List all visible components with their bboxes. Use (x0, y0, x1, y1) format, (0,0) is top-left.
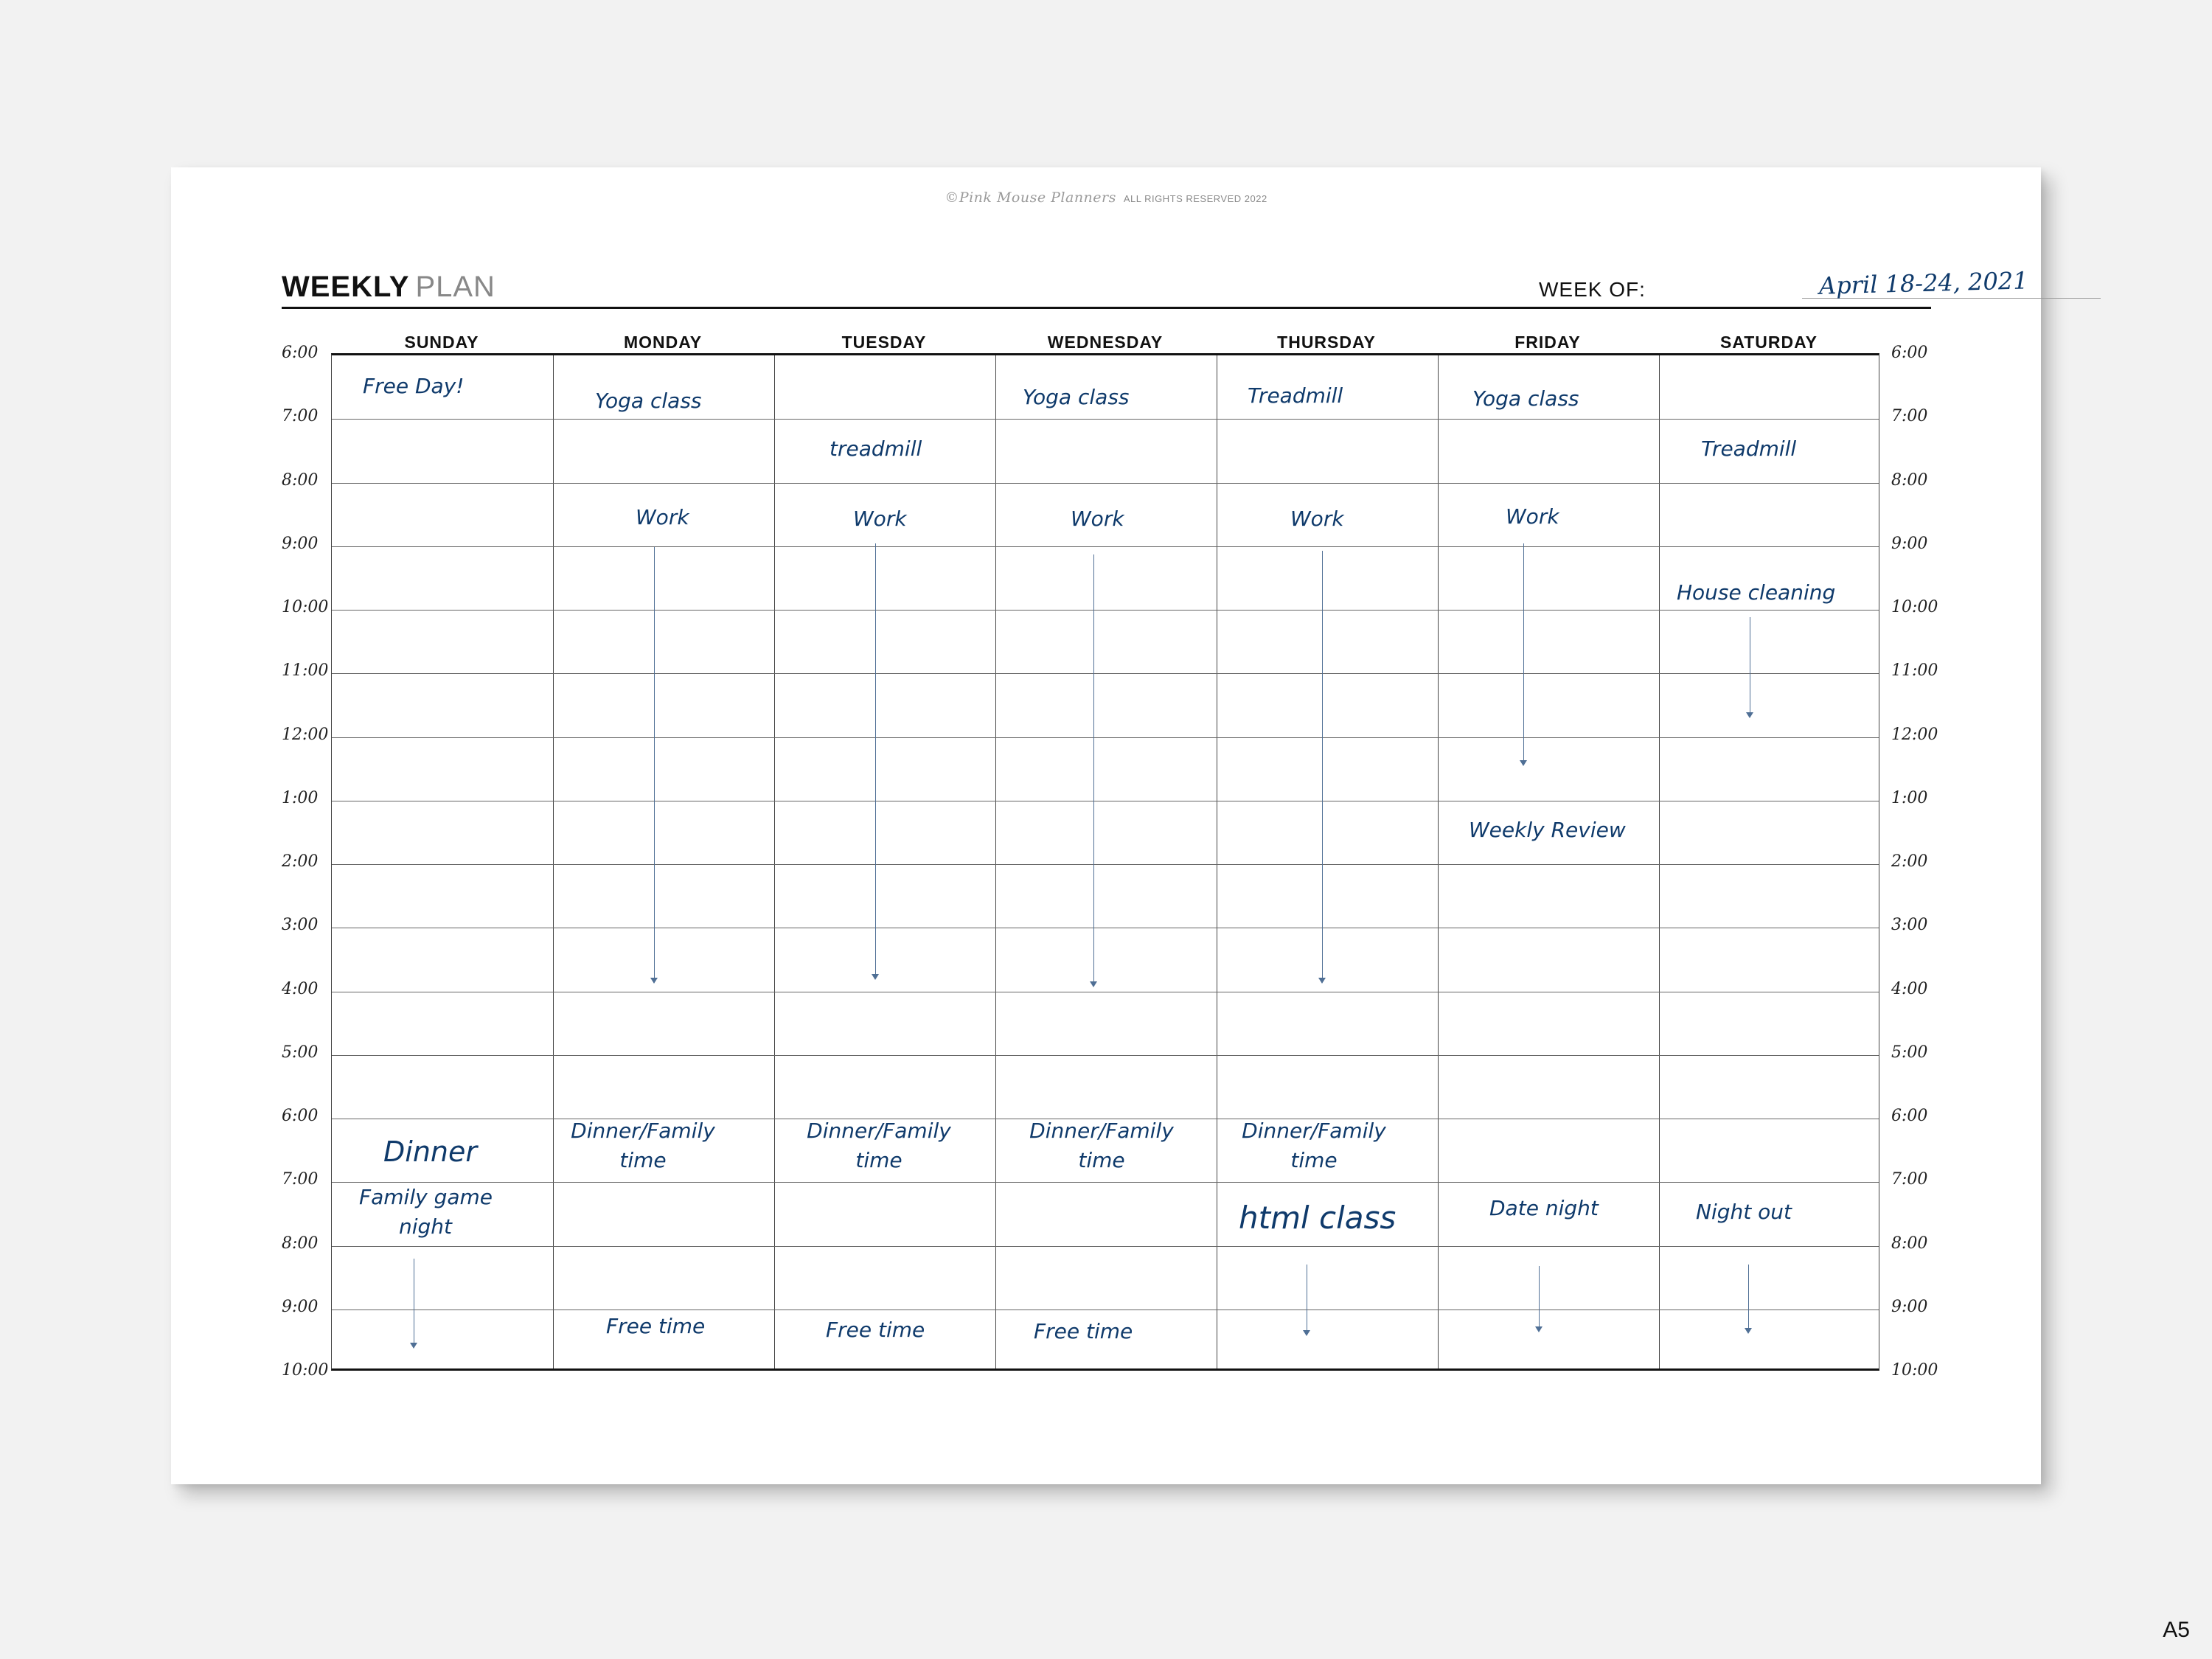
hour-line (332, 737, 1879, 738)
planner-sheet (171, 167, 2041, 1484)
note-wednesday-yoga: Yoga class (1023, 385, 1130, 409)
column-divider (553, 355, 554, 1368)
time-label-right: 9:00 (1891, 1297, 1928, 1316)
note-tuesday-dinner-line1: Dinner/Family (807, 1119, 951, 1143)
note-thursday-treadmill: Treadmill (1248, 383, 1343, 408)
arrow-thursday-work (1322, 551, 1323, 982)
day-header-saturday: SATURDAY (1720, 333, 1818, 352)
title-rule (282, 307, 1931, 309)
hour-line (332, 864, 1879, 865)
time-label-right: 12:00 (1891, 725, 1938, 744)
note-wednesday-dinner-line1: Dinner/Family (1029, 1119, 1174, 1143)
note-tuesday-treadmill: treadmill (830, 437, 922, 461)
note-saturday-cleaning: House cleaning (1677, 580, 1836, 605)
hour-line (332, 1055, 1879, 1056)
time-label-left: 8:00 (282, 470, 319, 490)
arrow-tuesday-work (875, 543, 876, 978)
note-sunday-game-line1: Family game (359, 1185, 493, 1209)
hour-line (332, 483, 1879, 484)
note-thursday-html: html class (1239, 1200, 1397, 1236)
time-label-left: 10:00 (282, 1361, 329, 1380)
hour-line (332, 610, 1879, 611)
note-monday-work: Work (636, 505, 689, 529)
time-label-left: 5:00 (282, 1043, 319, 1062)
time-label-left: 8:00 (282, 1234, 319, 1253)
schedule-grid (331, 353, 1879, 1371)
note-thursday-dinner-line2: time (1290, 1148, 1338, 1172)
arrow-monday-work (654, 547, 655, 982)
note-friday-date: Date night (1489, 1196, 1599, 1220)
note-sunday-dinner: Dinner (383, 1135, 477, 1168)
arrow-friday-work (1523, 543, 1524, 765)
day-header-tuesday: TUESDAY (841, 333, 927, 352)
page-title (282, 271, 495, 304)
time-label-left: 9:00 (282, 534, 319, 553)
time-label-left: 2:00 (282, 852, 319, 871)
note-wednesday-dinner-line2: time (1078, 1148, 1125, 1172)
time-label-right: 10:00 (1891, 1361, 1938, 1380)
time-label-right: 10:00 (1891, 598, 1938, 616)
note-wednesday-free: Free time (1034, 1319, 1133, 1343)
column-divider (995, 355, 996, 1368)
time-label-left: 12:00 (282, 725, 329, 744)
time-label-left: 3:00 (282, 916, 319, 935)
time-label-right: 7:00 (1891, 407, 1928, 426)
hour-line (332, 546, 1879, 547)
note-saturday-treadmill: Treadmill (1701, 437, 1797, 461)
time-label-left: 4:00 (282, 979, 319, 998)
arrow-saturday-night (1748, 1265, 1749, 1332)
time-label-right: 6:00 (1891, 1107, 1928, 1125)
note-sunday-free-day: Free Day! (363, 374, 465, 398)
note-friday-work: Work (1506, 504, 1559, 529)
note-tuesday-work: Work (853, 507, 907, 531)
note-wednesday-work: Work (1071, 507, 1124, 531)
column-divider (1659, 355, 1660, 1368)
hour-line (332, 1246, 1879, 1247)
note-tuesday-dinner-line2: time (855, 1148, 902, 1172)
hour-line (332, 419, 1879, 420)
arrow-wednesday-work (1093, 554, 1094, 986)
week-of-label: WEEK OF: (1539, 278, 1646, 301)
time-label-left: 9:00 (282, 1297, 319, 1316)
size-tag: A5 (2163, 1618, 2190, 1642)
day-header-monday: MONDAY (623, 333, 703, 352)
time-label-right: 11:00 (1891, 661, 1938, 681)
brand-logo: ©Pink Mouse Planners (945, 189, 1116, 206)
hour-line (332, 673, 1879, 674)
week-of-value: April 18-24, 2021 (1818, 266, 2029, 300)
day-header-friday: FRIDAY (1514, 333, 1581, 352)
time-label-right: 7:00 (1891, 1170, 1928, 1189)
title-bold: WEEKLY (282, 271, 410, 303)
time-label-right: 3:00 (1891, 916, 1928, 935)
time-label-right: 5:00 (1891, 1043, 1928, 1062)
note-tuesday-free: Free time (826, 1318, 925, 1342)
hour-line (332, 1182, 1879, 1183)
day-header-thursday: THURSDAY (1277, 333, 1376, 352)
note-friday-yoga: Yoga class (1472, 386, 1579, 411)
time-label-left: 1:00 (282, 788, 319, 807)
column-divider (1438, 355, 1439, 1368)
note-saturday-night: Night out (1696, 1200, 1792, 1224)
note-monday-dinner-line2: time (619, 1148, 667, 1172)
time-label-right: 8:00 (1891, 1234, 1928, 1253)
arrow-friday-date (1539, 1266, 1540, 1331)
note-monday-dinner-line1: Dinner/Family (571, 1119, 715, 1143)
time-label-right: 8:00 (1891, 470, 1928, 490)
time-label-left: 6:00 (282, 1107, 319, 1125)
time-label-right: 1:00 (1891, 788, 1928, 807)
note-thursday-work: Work (1290, 507, 1344, 531)
time-label-left: 11:00 (282, 661, 329, 681)
time-label-left: 7:00 (282, 1170, 319, 1189)
note-monday-yoga: Yoga class (595, 389, 702, 413)
rights-notice: ALL RIGHTS RESERVED 2022 (1123, 193, 1267, 204)
time-label-right: 4:00 (1891, 979, 1928, 998)
column-divider (774, 355, 775, 1368)
time-label-right: 9:00 (1891, 534, 1928, 553)
time-label-left: 10:00 (282, 598, 329, 616)
title-light: PLAN (415, 271, 495, 303)
time-label-left: 6:00 (282, 344, 319, 362)
day-header-sunday: SUNDAY (404, 333, 479, 352)
day-header-wednesday: WEDNESDAY (1047, 333, 1164, 352)
note-sunday-game-line2: night (398, 1214, 453, 1239)
note-monday-free: Free time (606, 1314, 706, 1338)
note-thursday-dinner-line1: Dinner/Family (1242, 1119, 1386, 1143)
time-label-right: 2:00 (1891, 852, 1928, 871)
note-friday-review: Weekly Review (1469, 818, 1626, 842)
time-label-left: 7:00 (282, 407, 319, 426)
copyright-line (171, 189, 2041, 206)
time-label-right: 6:00 (1891, 344, 1928, 362)
